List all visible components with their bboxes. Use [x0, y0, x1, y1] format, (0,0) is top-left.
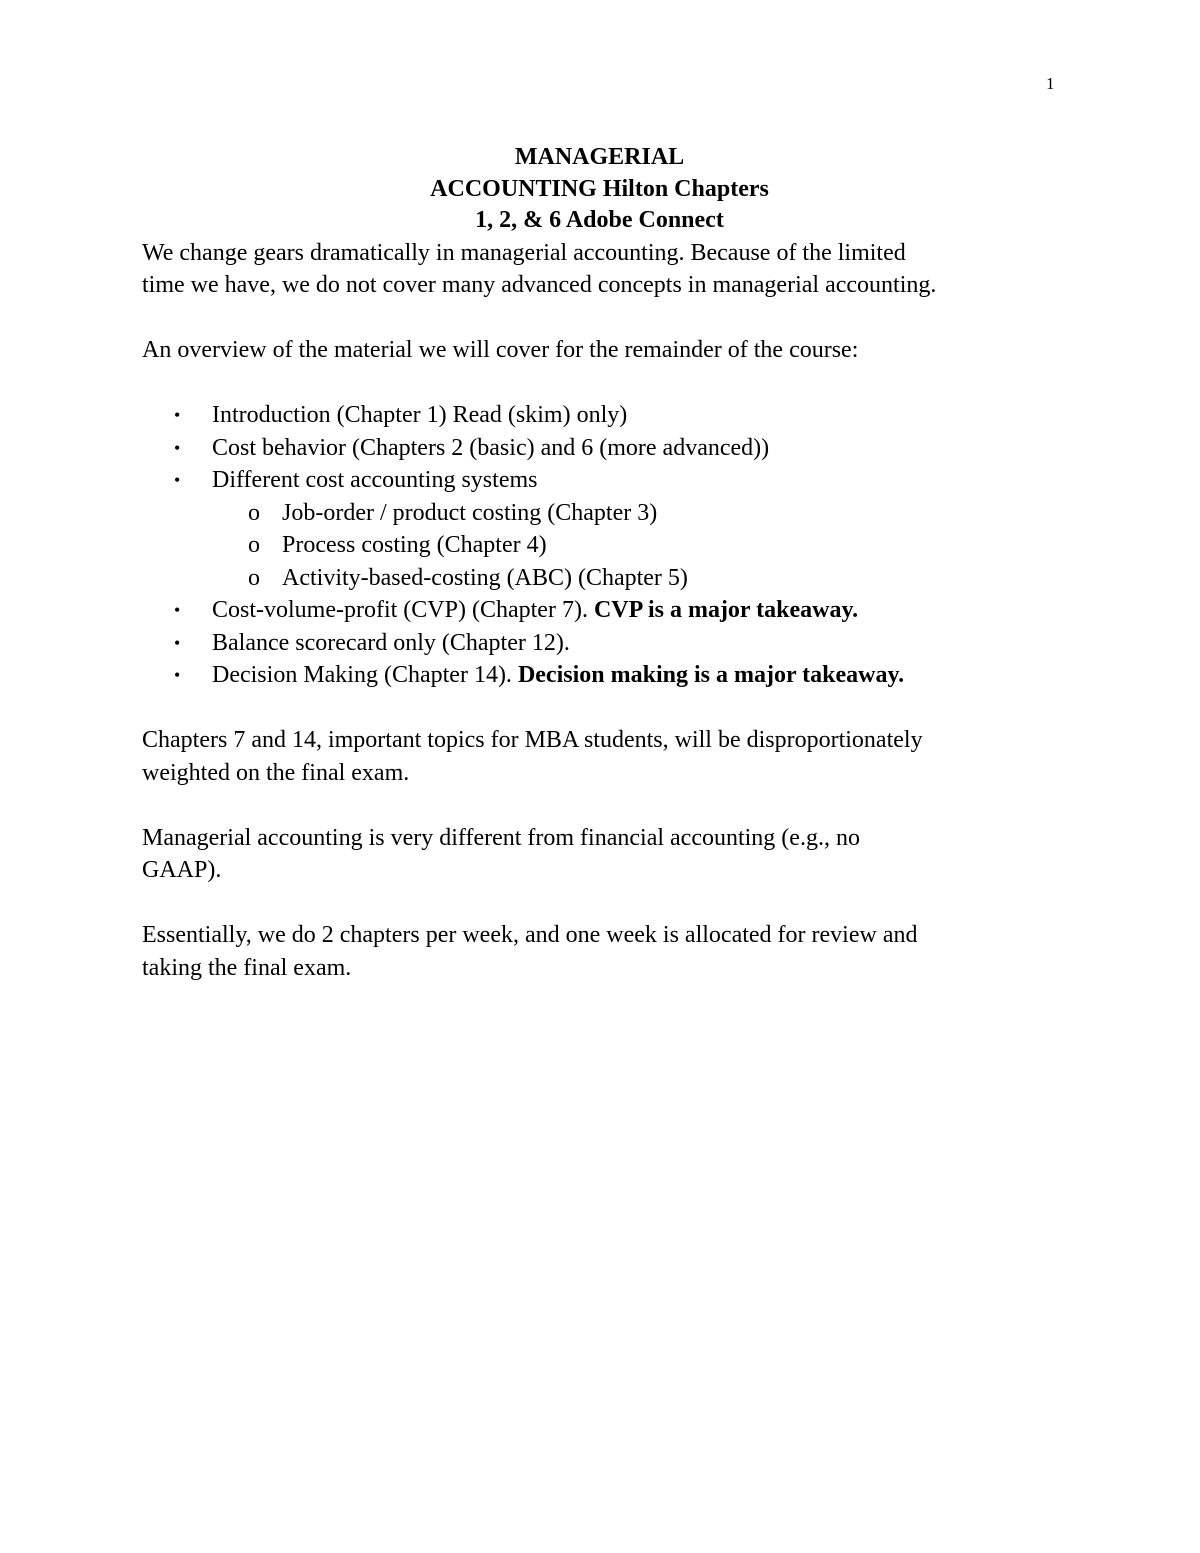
spacer: [142, 692, 1062, 725]
document-title: [142, 142, 1057, 237]
managerial-paragraph: [142, 822, 1062, 887]
list-item-text: Decision Making (Chapter 14).: [212, 662, 518, 688]
sub-list-item: [142, 497, 1062, 530]
sub-list-item: [142, 562, 1062, 595]
list-item-text: Introduction (Chapter 1) Read (skim) only): [212, 402, 628, 428]
list-item: [142, 659, 1062, 692]
sub-list-item: [142, 529, 1062, 562]
list-item-emphasis: Decision making is a major takeaway.: [517, 662, 905, 688]
bullet-icon: •: [174, 470, 181, 490]
list-item: [142, 432, 1062, 465]
weekly-line-1: Essentially, we do 2 chapters per week, and one week is allocated for review and: [142, 922, 918, 948]
intro-line-2: time we have, we do not cover many advanced concepts in managerial accounting.: [142, 272, 937, 298]
bullet-icon: •: [174, 437, 181, 458]
list-item-text: Balance scorecard only (Chapter 12).: [212, 629, 570, 656]
list-item: [142, 594, 1062, 627]
bullet-icon: •: [174, 600, 181, 620]
bullet-icon: •: [174, 665, 181, 685]
list-item-text: Different cost accounting systems: [212, 467, 538, 493]
sub-list: [212, 497, 1062, 595]
circle-bullet-icon: o: [248, 499, 260, 526]
weekly-line-2: taking the final exam.: [142, 954, 352, 981]
spacer: [142, 367, 1062, 400]
managerial-line-2: GAAP).: [142, 857, 222, 883]
spacer: [142, 887, 1062, 920]
title-line-1: MANAGERIAL: [514, 144, 685, 170]
overview-heading: An overview of the material we will cover for the remainder of the course:: [142, 337, 859, 363]
spacer: [142, 789, 1062, 822]
sub-list-item-text: Activity-based-costing (ABC) (Chapter 5): [282, 564, 688, 591]
chapters-line-2: weighted on the final exam.: [142, 759, 410, 786]
chapters-paragraph: [142, 724, 1062, 789]
document-body: [142, 142, 1062, 984]
list-item-text: Cost behavior (Chapters 2 (basic) and 6 (more advanced)): [212, 434, 770, 461]
title-line-3: 1, 2, & 6 Adobe Connect: [475, 207, 724, 233]
intro-paragraph: [142, 237, 1062, 302]
list-item-emphasis: CVP is a major takeaway.: [593, 597, 859, 623]
sub-list-item-text: Job-order / product costing (Chapter 3): [282, 499, 658, 526]
title-line-2: ACCOUNTING Hilton Chapters: [430, 175, 769, 202]
list-item-text: Cost-volume-profit (CVP) (Chapter 7).: [212, 597, 594, 623]
weekly-paragraph: [142, 919, 1062, 984]
chapters-line-1: Chapters 7 and 14, important topics for MBA students, will be disproportionately: [142, 727, 923, 753]
list-item: [142, 464, 1062, 594]
bullet-icon: •: [174, 632, 181, 653]
intro-line-1: We change gears dramatically in managerial accounting. Because of the limited: [142, 239, 906, 266]
list-item: [142, 399, 1062, 432]
managerial-line-1: Managerial accounting is very different from financial accounting (e.g., no: [142, 824, 860, 851]
topic-list: [142, 399, 1062, 692]
list-item: [142, 627, 1062, 660]
sub-list-item-text: Process costing (Chapter 4): [282, 532, 547, 558]
circle-bullet-icon: o: [248, 532, 260, 558]
page-number: 1: [1046, 74, 1055, 93]
bullet-icon: •: [174, 405, 181, 425]
spacer: [142, 302, 1062, 335]
circle-bullet-icon: o: [248, 564, 260, 591]
